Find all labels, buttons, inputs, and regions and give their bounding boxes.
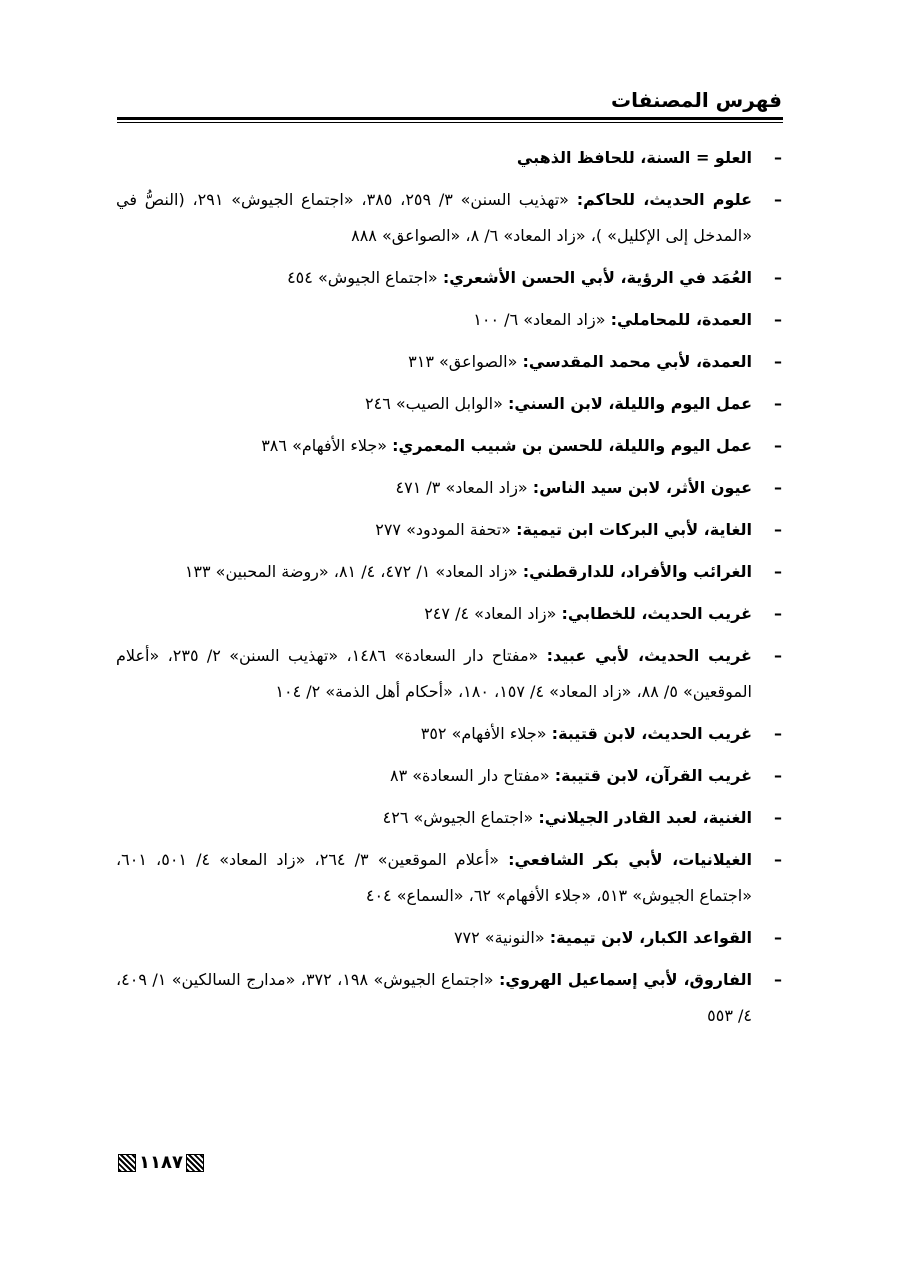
index-entry [116,758,782,794]
entry-dash: – [774,268,782,287]
entry-references: «النونية» ٧٧٢ [453,928,550,947]
index-entry [116,470,782,506]
entry-dash: – [774,562,782,581]
entry-dash: – [774,928,782,947]
index-entry [116,428,782,464]
entry-title: الغنية، لعبد القادر الجيلاني: [538,808,752,827]
index-entry [116,386,782,422]
entry-title: غريب الحديث، للخطابي: [561,604,752,623]
entry-dash: – [774,724,782,743]
entry-dash: – [774,766,782,785]
entry-references: «مفتاح دار السعادة» ١٤٨٦، «تهذيب السنن» ٢/ ٢٣٥، «أعلام الموقعين» ٥/ ٨٨، «زاد المعاد» ٤/ ١٥٧، ١٨٠، «أحكام أهل الذمة» ٢/ ١٠٤ [116,646,752,701]
entry-references: «زاد المعاد» ٦/ ١٠٠ [473,310,611,329]
index-entry [116,800,782,836]
header-rule-thick [117,117,783,120]
entry-references: «أعلام الموقعين» ٣/ ٢٦٤، «زاد المعاد» ٤/ ٥٠١، ٦٠١، «اجتماع الجيوش» ٥١٣، «جلاء الأفهام» ٦٢، «السماع» ٤٠٤ [116,850,752,905]
entry-dash: – [774,520,782,539]
entry-references: «تحفة المودود» ٢٧٧ [375,520,517,539]
entry-dash: – [774,970,782,989]
entry-title: عيون الأثر، لابن سيد الناس: [532,478,752,497]
entry-title: الفاروق، لأبي إسماعيل الهروي: [498,970,753,989]
entry-references: «الوابل الصيب» ٢٤٦ [365,394,508,413]
entry-references: «مفتاح دار السعادة» ٨٣ [389,766,555,785]
running-header-title: فهرس المصنفات [611,88,782,112]
entry-title: العمدة، للمحاملي: [610,310,752,329]
index-entry [116,962,782,1034]
entry-references: «زاد المعاد» ٤/ ٢٤٧ [424,604,562,623]
page-number: ١١٨٧ [139,1152,183,1173]
entry-title: غريب الحديث، لابن قتيبة: [551,724,752,743]
index-entry [116,920,782,956]
entry-dash: – [774,394,782,413]
entry-title: العُمَد في الرؤية، لأبي الحسن الأشعري: [442,268,752,287]
entry-title: الغاية، لأبي البركات ابن تيمية: [516,520,752,539]
index-entry [116,596,782,632]
index-entry [116,842,782,914]
entry-dash: – [774,850,782,869]
entry-title: العمدة، لأبي محمد المقدسي: [522,352,752,371]
entry-title: عمل اليوم والليلة، للحسن بن شبيب المعمري: [392,436,752,455]
entry-title: عمل اليوم والليلة، لابن السني: [507,394,752,413]
entry-title: غريب الحديث، لأبي عبيد: [546,646,752,665]
header-rule-thin [117,122,783,123]
entry-dash: – [774,808,782,827]
entry-references: «جلاء الأفهام» ٣٥٢ [420,724,552,743]
index-entry [116,302,782,338]
entry-dash: – [774,352,782,371]
entry-references: «تهذيب السنن» ٣/ ٢٥٩، ٣٨٥، «اجتماع الجيوش» ٢٩١، (النصُّ في «المدخل إلى الإكليل» )، «زاد المعاد» ٦/ ٨، «الصواعق» ٨٨٨ [116,190,752,245]
entry-dash: – [774,310,782,329]
entry-dash: – [774,436,782,455]
entry-title: الغيلانيات، لأبي بكر الشافعي: [508,850,753,869]
entry-dash: – [774,190,782,209]
entry-dash: – [774,478,782,497]
index-entry [116,716,782,752]
index-entry [116,554,782,590]
entry-dash: – [774,148,782,167]
index-entry-list [116,140,782,1040]
entry-title: علوم الحديث، للحاكم: [576,190,753,209]
entry-references: «اجتماع الجيوش» ٤٥٤ [287,268,443,287]
entry-references: «زاد المعاد» ١/ ٤٧٢، ٤/ ٨١، «روضة المحبين» ١٣٣ [184,562,523,581]
index-entry [116,512,782,548]
entry-references: «زاد المعاد» ٣/ ٤٧١ [395,478,533,497]
entry-references: «الصواعق» ٣١٣ [408,352,523,371]
entry-references: «اجتماع الجيوش» ٤٢٦ [382,808,539,827]
index-entry [116,260,782,296]
entry-title: العلو = السنة، للحافظ الذهبي [516,148,752,167]
index-entry [116,344,782,380]
decorative-square-ornament-icon [186,1154,204,1172]
page-number-block [118,1153,204,1173]
entry-references: «اجتماع الجيوش» ١٩٨، ٣٧٢، «مدارج السالكين» ١/ ٤٠٩، ٤/ ٥٥٣ [116,970,752,1025]
entry-dash: – [774,604,782,623]
index-entry [116,182,782,254]
index-entry [116,140,782,176]
index-entry [116,638,782,710]
entry-references: «جلاء الأفهام» ٣٨٦ [261,436,393,455]
decorative-square-ornament-icon [118,1154,136,1172]
entry-dash: – [774,646,782,665]
entry-title: غريب القرآن، لابن قتيبة: [554,766,752,785]
entry-title: القواعد الكبار، لابن تيمية: [549,928,752,947]
entry-title: الغرائب والأفراد، للدارقطني: [522,562,752,581]
